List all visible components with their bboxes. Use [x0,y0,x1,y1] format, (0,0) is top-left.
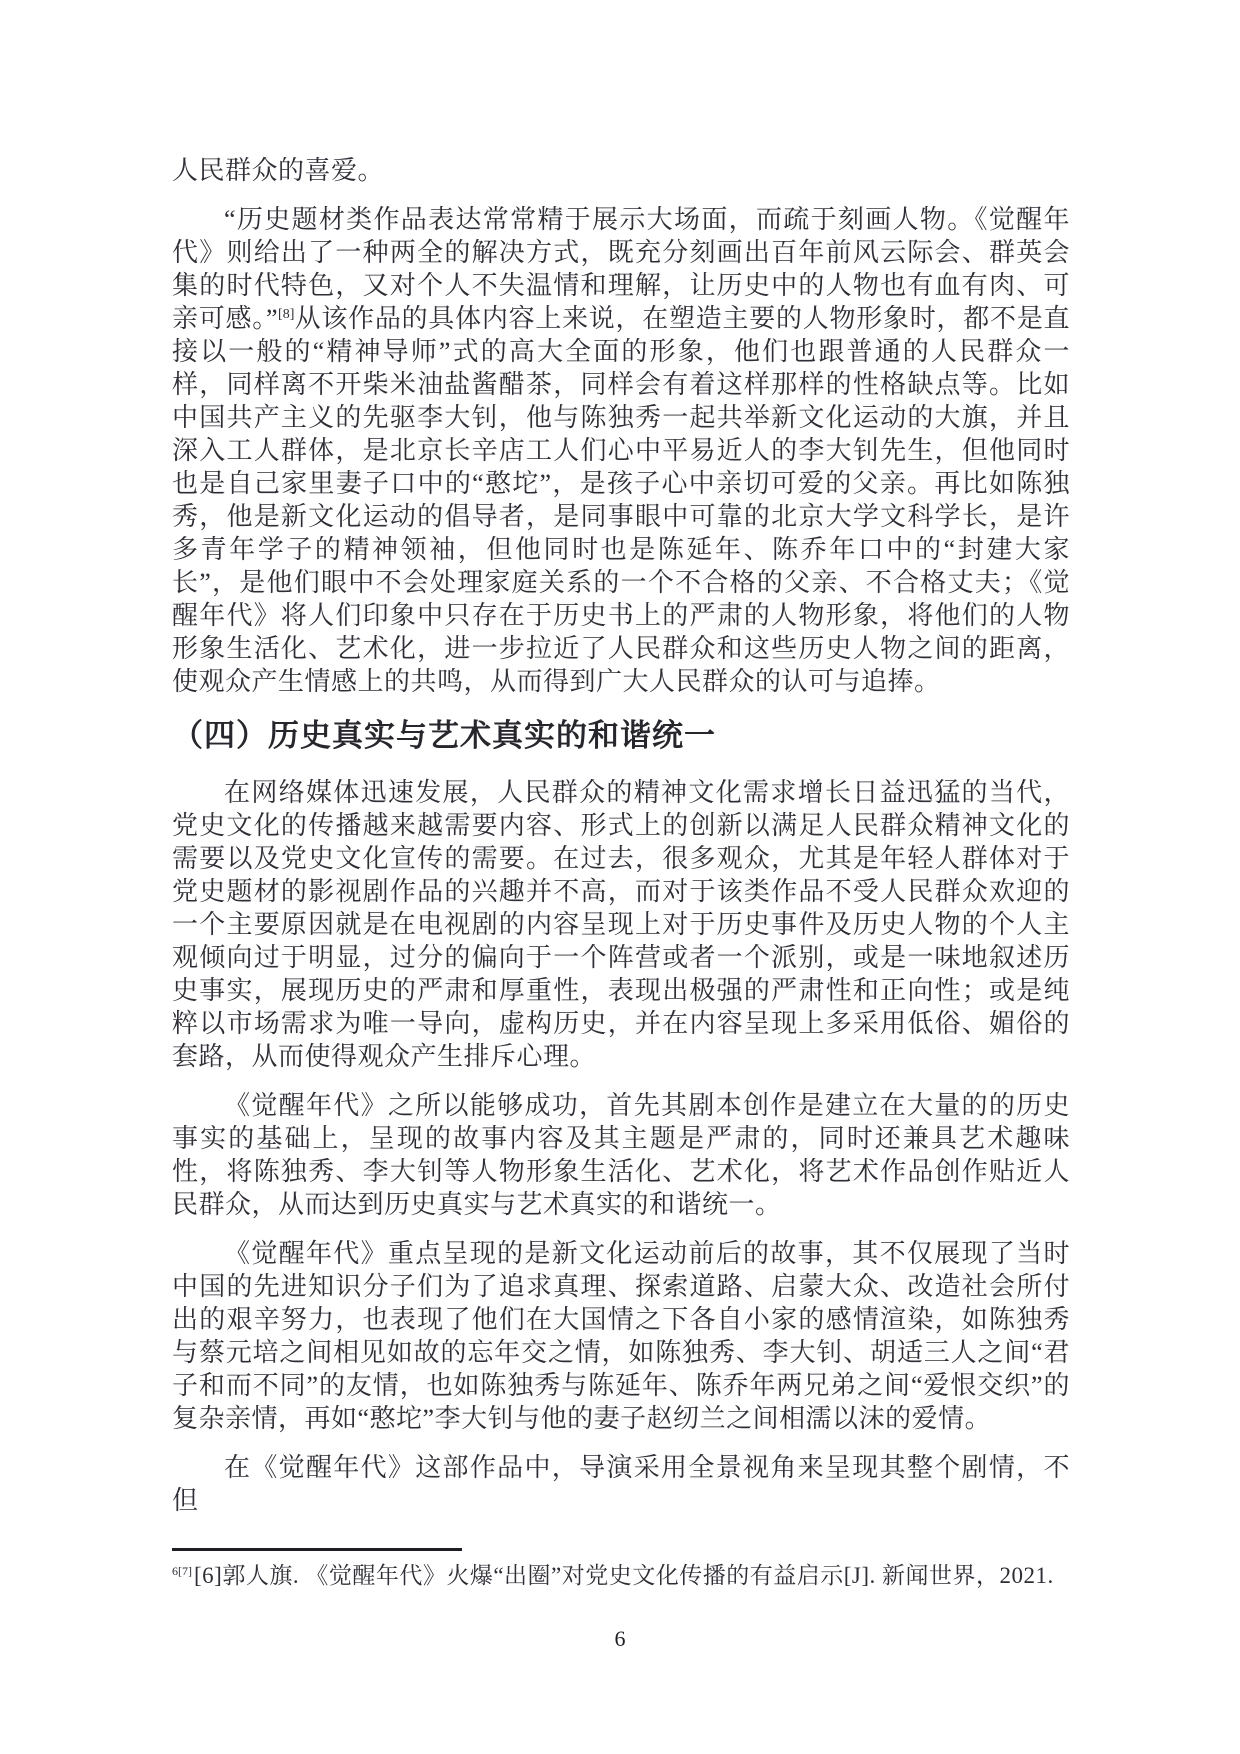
paragraph-text: 从该作品的具体内容上来说，在塑造主要的人物形象时，都不是直接以一般的“精神导师”式的高大全面的形象，他们也跟普通的人民群众一样，同样离不开柴米油盐酱醋茶，同样会有着这样那样的性格缺点等。比如中国共产主义的先驱李大钊，他与陈独秀一起共举新文化运动的大旗，并且深入工人群体，是北京长辛店工人们心中平易近人的李大钊先生，但他同时也是自己家里妻子口中的“憨坨”，是孩子心中亲切可爱的父亲。再比如陈独秀，他是新文化运动的倡导者，是同事眼中可靠的北京大学文科学长，是许多青年学子的精神领袖，但他同时也是陈延年、陈乔年口中的“封建大家长”，是他们眼中不会处理家庭关系的一个不合格的父亲、不合格丈夫；《觉醒年代》将人们印象中只存在于历史书上的严肃的人物形象，将他们的人物形象生活化、艺术化，进一步拉近了人民群众和这些历史人物之间的距离，使观众产生情感上的共鸣，从而得到广大人民群众的认可与追捧。 [172,304,1070,696]
paragraph-continuation: 人民群众的喜爱。 [172,156,385,185]
footnote-entry [172,1560,1070,1591]
paragraph: 《觉醒年代》之所以能够成功，首先其剧本创作是建立在大量的的历史事实的基础上，呈现的故事内容及其主题是严肃的，同时还兼具艺术趣味性，将陈独秀、李大钊等人物形象生活化、艺术化，将艺术作品创作贴近人民群众，从而达到历史真实与艺术真实的和谐统一。 [172,1091,1070,1219]
footnote-area [172,1548,1070,1591]
footnote-citation-text: [6]郭人旗. 《觉醒年代》火爆“出圈”对党史文化传播的有益启示[J]. 新闻世界，2021. [194,1563,1054,1588]
page-number: 6 [614,1626,626,1651]
footnote-marker: 6[7] [172,1564,192,1578]
section-heading: （四）历史真实与艺术真实的和谐统一 [172,718,716,753]
page-body [172,154,1070,1533]
paragraph: 在网络媒体迅速发展，人民群众的精神文化需求增长日益迅猛的当代，党史文化的传播越来越需要内容、形式上的创新以满足人民群众精神文化的需要以及党史文化宣传的需要。在过去，很多观众，尤其是年轻人群体对于党史题材的影视剧作品的兴趣并不高，而对于该类作品不受人民群众欢迎的一个主要原因就是在电视剧的内容呈现上对于历史事件及历史人物的个人主观倾向过于明显，过分的偏向于一个阵营或者一个派别，或是一味地叙述历史事实，展现历史的严肃和厚重性，表现出极强的严肃性和正向性；或是纯粹以市场需求为唯一导向，虚构历史，并在内容呈现上多采用低俗、媚俗的套路，从而使得观众产生排斥心理。 [172,778,1070,1071]
paragraph: 在《觉醒年代》这部作品中，导演采用全景视角来呈现其整个剧情，不但 [172,1453,1070,1515]
paragraph: 《觉醒年代》重点呈现的是新文化运动前后的故事，其不仅展现了当时中国的先进知识分子们为了追求真理、探索道路、启蒙大众、改造社会所付出的艰辛努力，也表现了他们在大国情之下各自小家的感情渲染，如陈独秀与蔡元培之间相见如故的忘年交之情，如陈独秀、李大钊、胡适三人之间“君子和而不同”的友情，也如陈独秀与陈延年、陈乔年两兄弟之间“爱恨交织”的复杂亲情，再如“憨坨”李大钊与他的妻子赵纫兰之间相濡以沫的爱情。 [172,1239,1070,1433]
footnote-separator-rule [172,1548,462,1551]
paragraph-text: “历史题材类作品表达常常精于展示大场面，而疏于刻画人物。《觉醒年代》则给出了一种两全的解决方式，既充分刻画出百年前风云际会、群英会集的时代特色，又对个人不失温情和理解，让历史中的人物也有血有肉、可亲可感。” [172,205,1070,333]
citation-ref-8: [8] [278,307,295,322]
paragraph [172,203,1070,698]
